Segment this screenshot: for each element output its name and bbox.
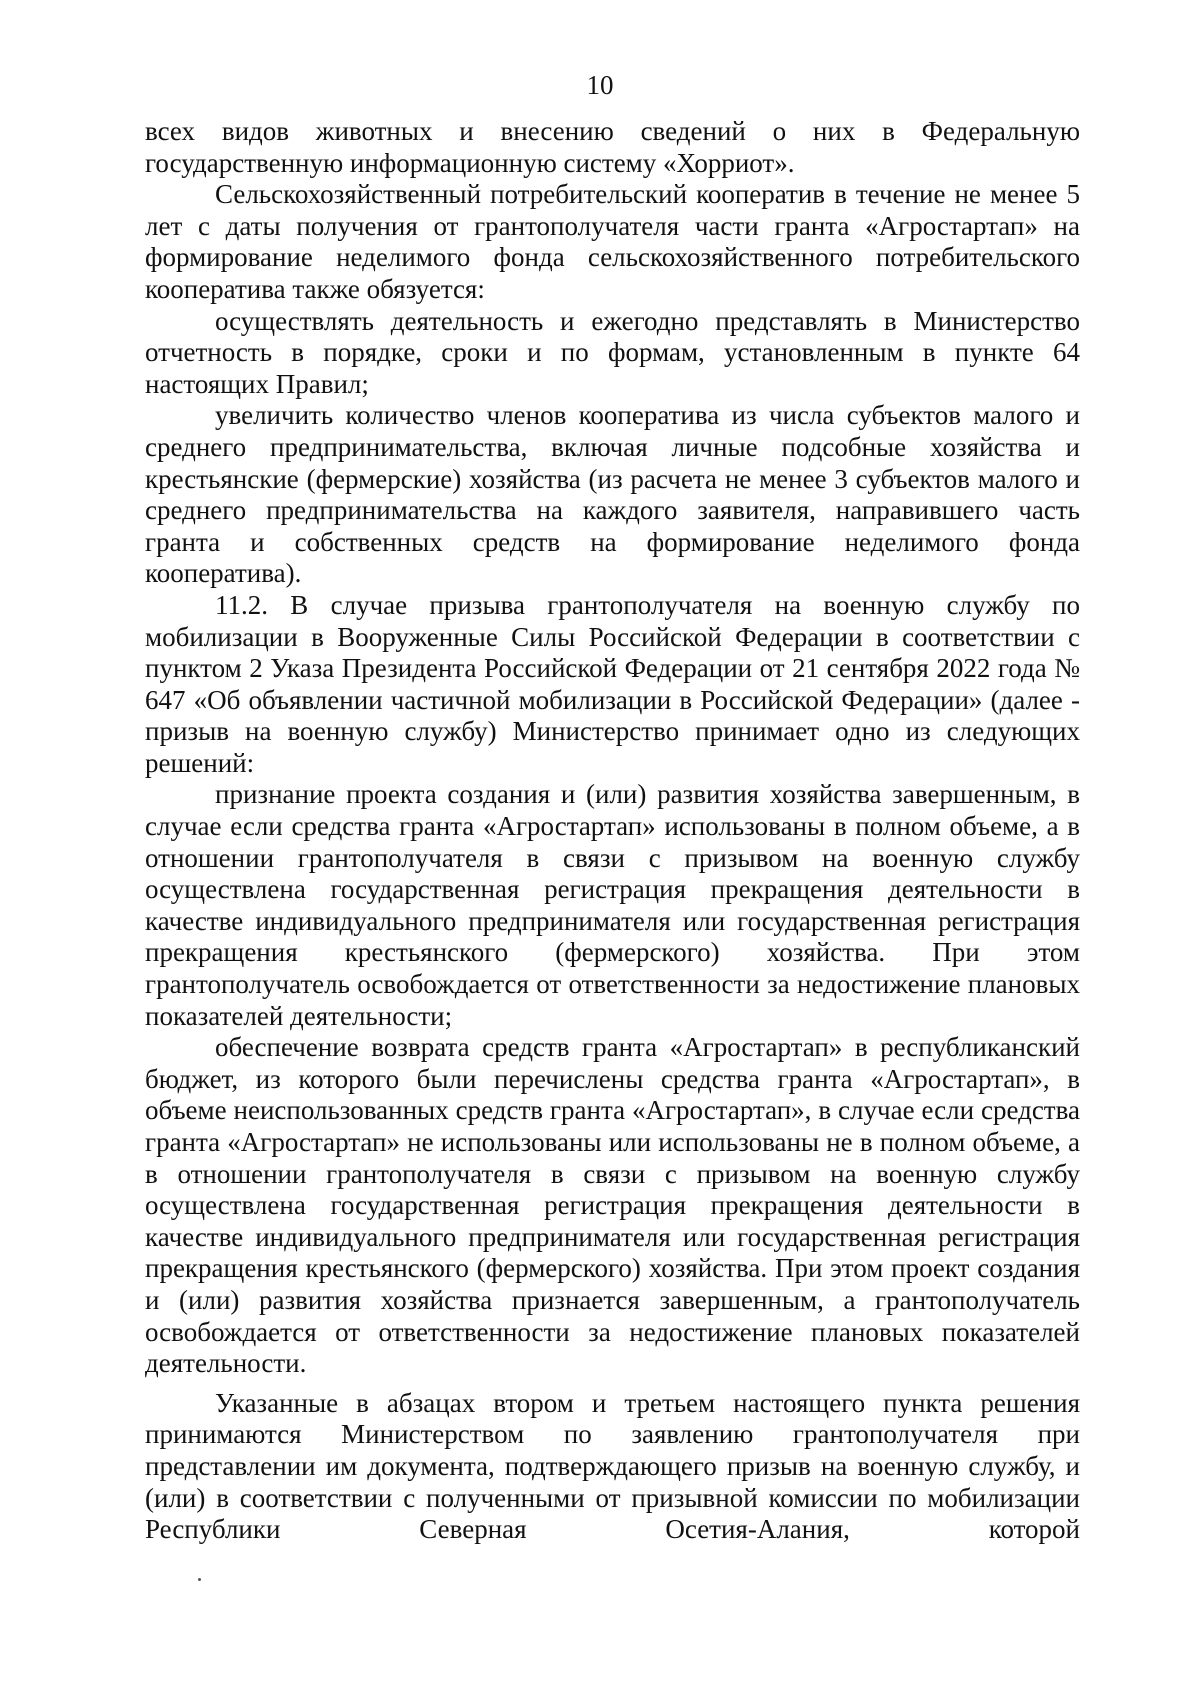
paragraph-clause-11-2: 11.2. В случае призыва грантополучателя на военную службу по мобилизации в Вооруженные Силы Российской Федерации в соответствии с пунктом 2 Указа Президента Российской Федерации от 21 сентября 2022 года № 647 «Об объявлении частичной мобилизации в Российской Федерации» (далее - призыв на военную службу) Министерство принимает одно из следующих решений: (145, 589, 1080, 778)
paragraph-membership-obligation: увеличить количество членов кооператива из числа субъектов малого и среднего предпринимательства, включая личные подсобные хозяйства и крестьянские (фермерские) хозяйства (из расчета не менее 3 субъектов малого и среднего предпринимательства на каждого заявителя, направившего часть гранта и собственных средств на формирование неделимого фонда кооператива). (145, 400, 1080, 589)
paragraph-reporting-obligation: осуществлять деятельность и ежегодно представлять в Министерство отчетность в порядке, сроки и по формам, установленным в пункте 64 настоящих Правил; (145, 305, 1080, 399)
scan-speck (198, 1578, 201, 1581)
paragraph-continuation-horriot: всех видов животных и внесению сведений о них в Федеральную государственную информационную систему «Хорриот». (145, 116, 1080, 178)
paragraph-decision-completed: признание проекта создания и (или) развития хозяйства завершенным, в случае если средства гранта «Агростартап» использованы в полном объеме, а в отношении грантополучателя в связи с призывом на военную службу осуществлена государственная регистрация прекращения деятельности в качестве индивидуального предпринимателя или государственная регистрация прекращения крестьянского (фермерского) хозяйства. При этом грантополучатель освобождается от ответственности за недостижение плановых показателей деятельности; (145, 779, 1080, 1031)
document-body (145, 116, 1080, 1546)
page-number: 10 (586, 70, 614, 100)
paragraph-decision-refund: обеспечение возврата средств гранта «Агростартап» в республиканский бюджет, из которого были перечислены средства гранта «Агростартап», в объеме неиспользованных средств гранта «Агростартап», в случае если средства гранта «Агростартап» не использованы или использованы не в полном объеме, а в отношении грантополучателя в связи с призывом на военную службу осуществлена государственная регистрация прекращения деятельности в качестве индивидуального предпринимателя или государственная регистрация прекращения крестьянского (фермерского) хозяйства. При этом проект создания и (или) развития хозяйства признается завершенным, а грантополучатель освобождается от ответственности за недостижение плановых показателей деятельности. (145, 1032, 1080, 1379)
paragraph-decision-procedure: Указанные в абзацах втором и третьем настоящего пункта решения принимаются Министерством по заявлению грантополучателя при представлении им документа, подтверждающего призыв на военную службу, и (или) в соответствии с полученными от призывной комиссии по мобилизации Республики Северная Осетия-Алания, которой (145, 1387, 1080, 1545)
paragraph-cooperative-obligations: Сельскохозяйственный потребительский кооператив в течение не менее 5 лет с даты получения от грантополучателя части гранта «Агростартап» на формирование неделимого фонда сельскохозяйственного потребительского кооператива также обязуется: (145, 179, 1080, 304)
